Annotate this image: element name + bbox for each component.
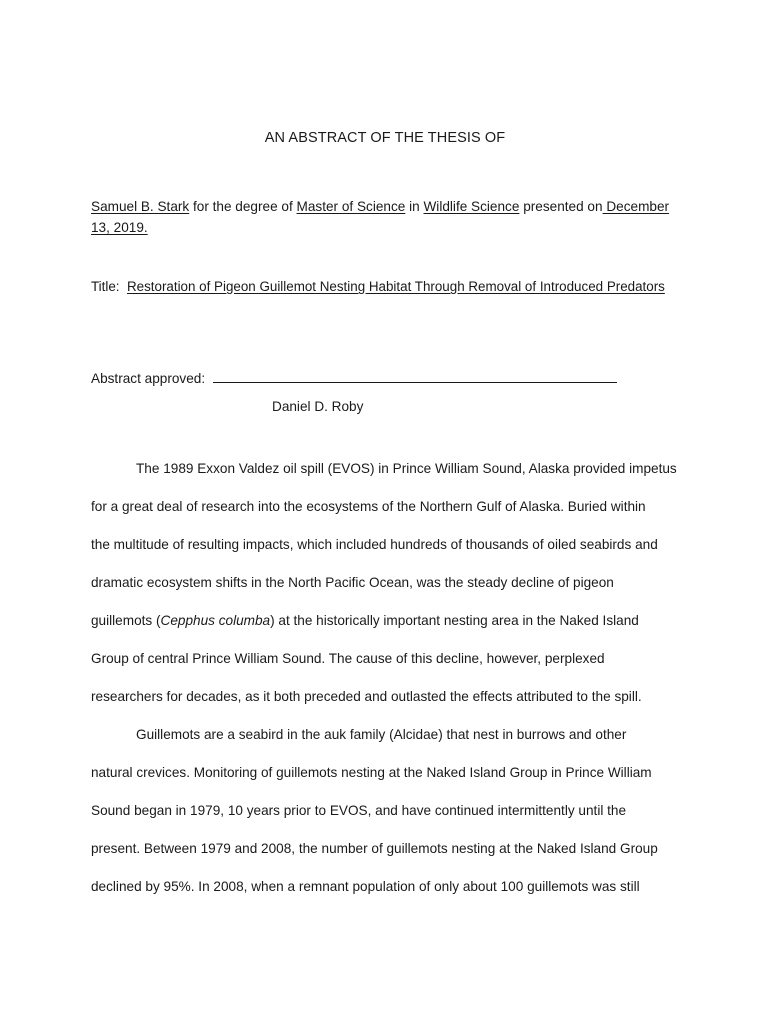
approver-name: Daniel D. Roby: [272, 399, 364, 414]
approval-label: Abstract approved:: [91, 371, 209, 386]
degree-name: Master of Science: [296, 199, 406, 214]
degree-statement: [91, 196, 691, 238]
degree-text-3: presented on: [519, 199, 603, 214]
author-name: Samuel B. Stark: [91, 199, 190, 214]
body-line-3: the multitude of resulting impacts, which included hundreds of thousands of oiled seabirds and: [91, 537, 658, 552]
thesis-title: Restoration of Pigeon Guillemot Nesting Habitat Through Removal of Introduced Predators: [126, 279, 665, 294]
body-line-10: Sound began in 1979, 10 years prior to EVOS, and have continued intermittently until the: [91, 803, 627, 818]
body-line-4: dramatic ecosystem shifts in the North Pacific Ocean, was the steady decline of pigeon: [91, 575, 614, 590]
title-label: Title:: [91, 279, 127, 294]
species-name: Cepphus columba: [160, 613, 271, 628]
body-line-12: declined by 95%. In 2008, when a remnant population of only about 100 guillemots was still: [91, 879, 640, 894]
body-line-5: [91, 613, 691, 628]
thesis-title-line: [91, 279, 701, 294]
presentation-date-part1: December: [602, 199, 670, 214]
body-line-7: researchers for decades, as it both preceded and outlasted the effects attributed to the spill.: [91, 689, 642, 704]
abstract-heading: AN ABSTRACT OF THE THESIS OF: [264, 130, 506, 146]
body-line-5-end: ) at the historically important nesting area in the Naked Island: [270, 613, 639, 628]
body-line-1: The 1989 Exxon Valdez oil spill (EVOS) in Prince William Sound, Alaska provided impetus: [136, 461, 677, 476]
body-line-6: Group of central Prince William Sound. The cause of this decline, however, perplexed: [91, 651, 605, 666]
presentation-date-part2: 13, 2019.: [91, 220, 148, 235]
degree-text-2: in: [405, 199, 424, 214]
abstract-approval-line: [91, 370, 631, 386]
field-name: Wildlife Science: [423, 199, 520, 214]
body-line-5-start: guillemots (: [91, 613, 161, 628]
body-line-11: present. Between 1979 and 2008, the number of guillemots nesting at the Naked Island Group: [91, 841, 658, 856]
body-line-9: natural crevices. Monitoring of guillemots nesting at the Naked Island Group in Prince William: [91, 765, 652, 780]
body-line-2: for a great deal of research into the ecosystems of the Northern Gulf of Alaska. Buried within: [91, 499, 646, 514]
body-line-8: Guillemots are a seabird in the auk family (Alcidae) that nest in burrows and other: [136, 727, 627, 742]
degree-text-1: for the degree of: [189, 199, 297, 214]
signature-rule: [213, 370, 617, 383]
